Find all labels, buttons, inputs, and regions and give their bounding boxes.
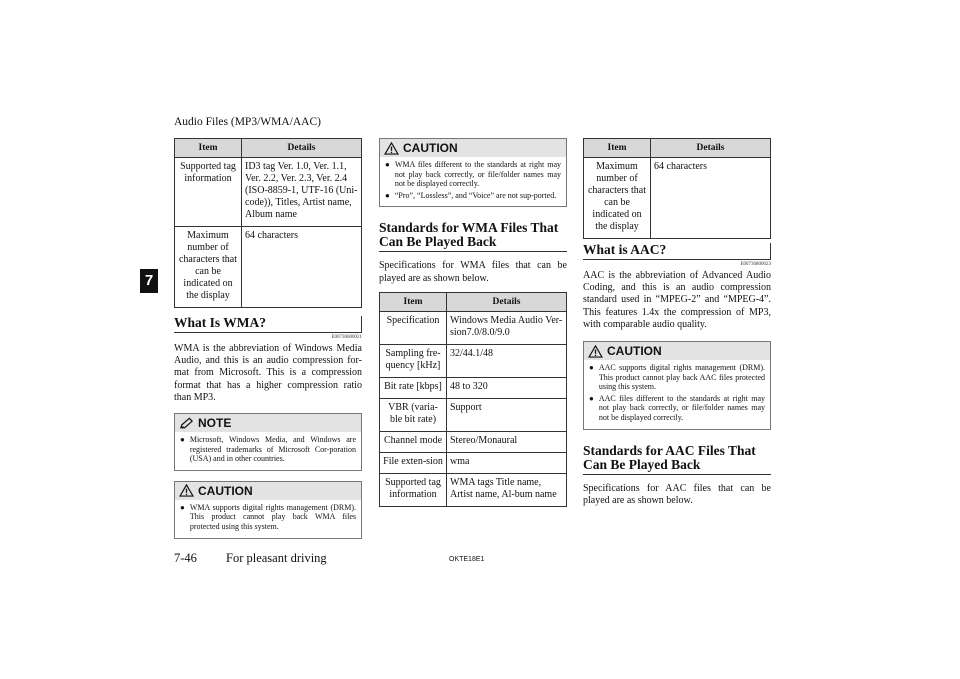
table-row [380,452,567,473]
document-code: OKTE18E1 [449,556,485,563]
column-right [583,138,771,507]
table-row [380,377,567,398]
note-text: Microsoft, Windows Media, and Windows are registered trademarks of Microsoft Cor-poration (USA) and in other countries. [189,435,356,464]
caution-header [584,342,770,360]
header-item: Item [175,139,242,158]
caution-body [380,157,566,206]
bullet-icon: ● [180,435,185,445]
cell-details: wma [447,452,567,473]
footer-section: For pleasant driving [226,551,327,565]
caution-box [379,138,567,207]
wma-standards-intro: Specifications for WMA files that can be played are as shown below. [379,260,567,284]
table-row [175,158,362,227]
bullet-icon: ● [589,393,594,403]
table-row [380,344,567,377]
cell-item: VBR (varia-ble bit rate) [380,398,447,431]
list-item [589,363,765,392]
aac-description: AAC is the abbreviation of Advanced Audio Coding, and this is an audio compression standard used in “MPEG-2” and “MPEG-4”. This features 1.4x the compression of MP3, with comparable audio quality. [583,270,771,330]
bullet-icon: ● [385,160,390,169]
cell-item: Sampling fre-quency [kHz] [380,344,447,377]
chapter-tab: 7 [140,269,158,293]
list-item [180,503,356,532]
header-details: Details [242,139,362,158]
warning-triangle-icon [384,142,399,155]
cell-details: 64 characters [651,158,771,239]
table-row [175,227,362,308]
caution-body [584,360,770,429]
spec-table-continued [174,138,362,308]
table-header-row [175,139,362,158]
spec-table-continued [583,138,771,239]
note-label: NOTE [198,416,232,431]
section-title-aac: What is AAC? [583,243,771,260]
cell-details: 64 characters [242,227,362,308]
wma-spec-table [379,292,567,507]
section-title-wma-standards: Standards for WMA Files That Can Be Played Back [379,221,567,252]
cell-item: Bit rate [kbps] [380,377,447,398]
table-row [380,473,567,506]
section-code: E00736600021 [331,335,362,340]
caution-text: “Pro”, “Lossless”, and “Voice” are not sup-ported. [394,190,557,200]
header-details: Details [447,292,567,311]
header-item: Item [380,292,447,311]
wma-description: WMA is the abbreviation of Windows Media Audio, and this is an audio compression for-mat from Microsoft. This is a compression format that has a higher compression ratio than MP3. [174,343,362,403]
running-head: Audio Files (MP3/WMA/AAC) [174,116,321,128]
page-number: 7-46 [174,551,197,565]
note-box [174,413,362,471]
table-row [584,158,771,239]
caution-text: WMA files different to the standards at right may not play back correctly, or file/folder names may not be displayed correctly. [394,160,561,189]
aac-standards-intro: Specifications for AAC files that can be played are as shown below. [583,482,771,506]
table-row [380,398,567,431]
list-item [385,191,561,201]
caution-body [175,500,361,538]
caution-text: WMA supports digital rights management (DRM). This product cannot play back WMA files protected using this system. [189,502,356,531]
cell-details: WMA tags Title name, Artist name, Al-bum name [447,473,567,506]
caution-header [175,482,361,500]
table-header-row [584,139,771,158]
column-middle [379,138,567,507]
bullet-icon: ● [589,363,594,373]
table-row [380,431,567,452]
warning-triangle-icon [179,484,194,497]
cell-item: Maximum number of characters that can be indicated on the display [584,158,651,239]
table-header-row [380,292,567,311]
bullet-icon: ● [180,502,185,512]
column-left [174,138,362,539]
caution-box [583,341,771,430]
caution-label: CAUTION [403,141,458,155]
caution-label: CAUTION [198,483,253,498]
cell-item: Maximum number of characters that can be indicated on the display [175,227,242,308]
cell-details: Stereo/Monaural [447,431,567,452]
caution-text: AAC files different to the standards at right may not play back correctly, or file/folder names may not be displayed correctly. [598,393,765,422]
cell-details: 32/44.1/48 [447,344,567,377]
cell-item: Specification [380,311,447,344]
caution-header [380,139,566,157]
cell-details: Support [447,398,567,431]
warning-triangle-icon [588,345,603,358]
cell-details: ID3 tag Ver. 1.0, Ver. 1.1, Ver. 2.2, Ver. 2.3, Ver. 2.4 (ISO-8859-1, UTF-16 (Uni-code)), Titles, Artist name, Album name [242,158,362,227]
section-code: E00736800023 [740,262,771,267]
header-item: Item [584,139,651,158]
note-body [175,432,361,470]
pencil-icon [179,417,194,430]
header-details: Details [651,139,771,158]
bullet-icon: ● [385,190,390,200]
section-title-wma: What Is WMA? [174,316,362,333]
list-item [589,394,765,423]
list-item [180,435,356,464]
list-item [385,160,561,189]
section-title-aac-standards: Standards for AAC Files That Can Be Played Back [583,444,771,475]
note-header [175,414,361,432]
cell-item: Channel mode [380,431,447,452]
caution-box [174,481,362,539]
cell-item: Supported tag information [175,158,242,227]
cell-details: 48 to 320 [447,377,567,398]
cell-details: Windows Media Audio Ver-sion7.0/8.0/9.0 [447,311,567,344]
caution-text: AAC supports digital rights management (DRM). This product cannot play back AAC files protected using this system. [598,363,765,392]
cell-item: File exten-sion [380,452,447,473]
caution-label: CAUTION [607,344,662,359]
table-row [380,311,567,344]
cell-item: Supported tag information [380,473,447,506]
